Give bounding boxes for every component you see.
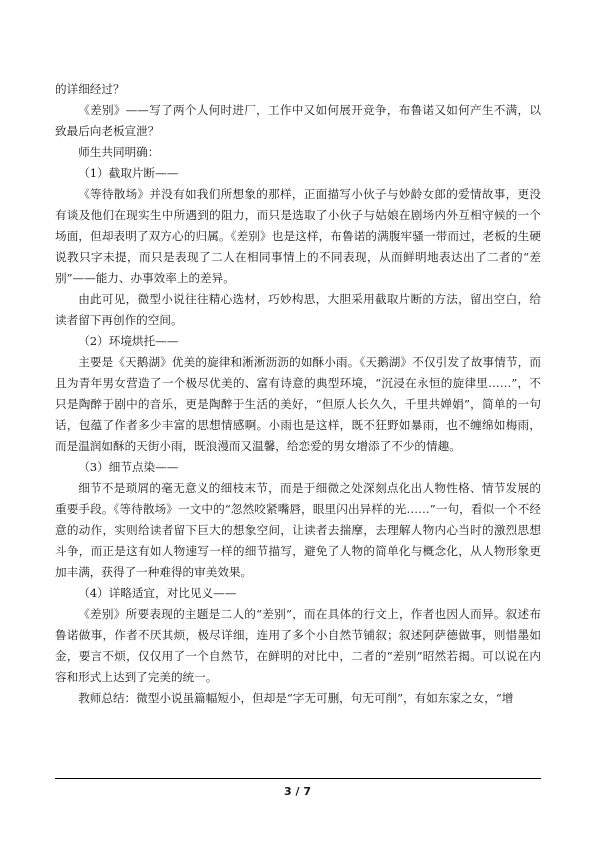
paragraph-detail: 细节不是琐屑的毫无意义的细枝末节，而是于细微之处深刻点化出人物性格、情节发展的重要手段。《等待散场》一文中的“忽然咬紧嘴唇，眼里闪出异样的光……”一句，看似一个不经意的动作，实则给读者留下巨大的想象空间，让读者去揣摩，去理解人物内心当时的激烈思想斗争，而正是这有如人物速写一样的细节描写，避免了人物的简单化与概念化，从人物形象更加丰满，获得了一种难得的审美效果。 xyxy=(55,481,541,579)
page-number: 3 / 7 xyxy=(284,785,311,798)
paragraph-consensus-label: 师生共同明确： xyxy=(78,145,160,159)
section-heading-2: （2）环境烘托—— xyxy=(78,334,179,348)
page-body xyxy=(55,79,541,709)
paragraph-excerpt-analysis: 《等待散场》并没有如我们所想象的那样，正面描写小伙子与妙龄女郎的爱情故事，更没有谈及他们在现实生中所遇到的阻力，而只是选取了小伙子与姑娘在剧场内外互相守候的一个场面，但却表明了双方心的归属。《差别》也是这样，布鲁诺的满腹牢骚一带而过，老板的生硬说教只字未提，而只是表现了二人在相同事情上的不同表现，从而鲜明地表达出了二者的“差别”——能力、办事效率上的差异。 xyxy=(55,187,541,285)
paragraph-continuation: 的详细经过？ xyxy=(55,82,125,96)
paragraph-question-chabie: 《差别》——写了两个人何时进厂，工作中又如何展开竞争，布鲁诺又如何产生不满，以致最后向老板宣泄？ xyxy=(55,103,541,138)
paragraph-contrast: 《差别》所要表现的主题是二人的“差别”，而在具体的行文上，作者也因人而异。叙述布鲁诺做事，作者不厌其烦，极尽详细，连用了多个小自然节铺叙；叙述阿萨德做事，则惜墨如金，要言不烦，仅仅用了一个自然节，在鲜明的对比中，二者的“差别”昭然若揭。可以说在内容和形式上达到了完美的统一。 xyxy=(55,607,541,684)
paragraph-teacher-summary: 教师总结：微型小说虽篇幅短小，但却是“字无可删，句无可削”，有如东家之女，“增 xyxy=(78,691,514,705)
paragraph-environment: 主要是《天鹅湖》优美的旋律和淅淅沥沥的如酥小雨。《天鹅湖》不仅引发了故事情节，而且为青年男女营造了一个极尽优美的、富有诗意的典型环境，“沉浸在永恒的旋律里……”，不只是陶醉于剧中的音乐，更是陶醉于生活的美好，“但原人长久久，千里共婵娟”，简单的一句话，包蕴了作者多少丰富的思想情感啊。小雨也是这样，既不狂野如暴雨，也不缠绵如梅雨，而是温润如酥的天街小雨，既浪漫而又温馨，给恋爱的男女增添了不少的情趣。 xyxy=(55,355,541,453)
section-heading-4: （4）详略适宜，对比见义—— xyxy=(78,586,237,600)
paragraph-excerpt-summary: 由此可见，微型小说往往精心选材，巧妙构思，大胆采用截取片断的方法，留出空白，给读者留下再创作的空间。 xyxy=(55,292,541,327)
section-heading-3: （3）细节点染—— xyxy=(78,460,179,474)
footer-divider xyxy=(55,778,541,779)
section-heading-1: （1）截取片断—— xyxy=(78,166,179,180)
